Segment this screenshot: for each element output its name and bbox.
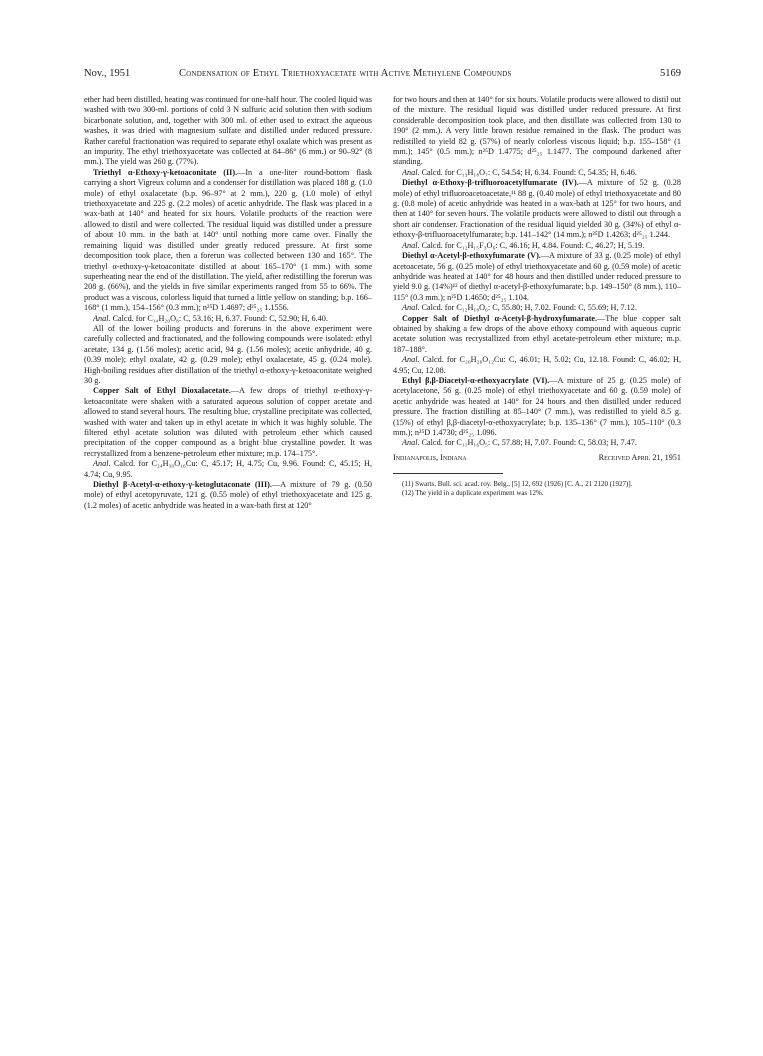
left-column bbox=[84, 95, 372, 511]
section-heading: Diethyl α-Acetyl-β-ethoxyfumarate (V). bbox=[402, 251, 541, 261]
analysis-line bbox=[84, 459, 372, 480]
anal-label: Anal. bbox=[402, 438, 420, 448]
paragraph-diacetyl-ethoxyacrylate bbox=[393, 376, 681, 438]
section-heading: Copper Salt of Diethyl α-Acetyl-β-hydroxyfumarate. bbox=[402, 313, 598, 323]
paragraph-body: —A mixture of 52 g. (0.28 mole) of ethyl trifluoroacetoacetate,¹¹ 88 g. (0.40 mole) of ethyl triethoxyacetate and 80 g. (0.8 mole) of acetic anhydride was heated in a wax-bath at 125° for two hours, and then at 140° for seven hours. The volatile products were allowed to distil out through a short air condenser. Fractionation of the residual liquid yielded 30 g. (34%) of ethyl α-ethoxy-β-trifluoroacetylfumarate; b.p. 141–142° (14 mm.); n²⁵D 1.4263; d²⁵₂₅ 1.244. bbox=[393, 178, 681, 240]
paragraph-body: —A mixture of 25 g. (0.25 mole) of acetylacetone, 56 g. (0.25 mole) of ethyl triethoxyacetate and 60 g. (0.59 mole) of acetic anhydride was heated at 140° for 24 hours and then distilled under reduced pressure. The fraction distilling at 85–140° (7 mm.), was redistilled to yield 8.5 g. (15%) of ethyl β,β-diacetyl-α-ethoxyacrylate; b.p. 135–136° (7 mm.), 105–110° (0.3 mm.); n²⁵D 1.4730; d²⁵₂₅ 1.096. bbox=[393, 375, 681, 437]
analysis-line bbox=[393, 241, 681, 251]
paragraph-body: —A mixture of 33 g. (0.25 mole) of ethyl acetoacetate, 56 g. (0.25 mole) of ethyl triethoxyacetate and 60 g. (0.59 mole) of acetic anhydride was heated at 140° for 48 hours and then distilled under reduced pressure to yield 9.0 g. (14%)¹² of diethyl α-acetyl-β-ethoxyfumarate; b.p. 149–150° (8 mm.), 110–115° (0.3 mm.); n²⁵D 1.4650; d²⁵₂₅ 1.104. bbox=[393, 251, 681, 302]
paragraph-body: —The blue copper salt obtained by shaking a few drops of the above ethoxy compound with aqueous cupric acetate solution was recrystallized from ethyl acetate-petroleum ether mixture; m.p. 187–188°. bbox=[393, 313, 681, 354]
anal-label: Anal. bbox=[402, 355, 420, 365]
paragraph-copper-salt bbox=[84, 386, 372, 459]
analysis-values: Calcd. for C₁₃H₁₈O₇: C, 54.54; H, 6.34. Found: C, 54.35; H, 6.46. bbox=[419, 167, 637, 177]
footnote-divider bbox=[393, 473, 503, 474]
analysis-values: Calcd. for C₁₄H₂₀O₈: C, 53.16; H, 6.37. Found: C, 52.90; H, 6.40. bbox=[110, 313, 328, 323]
anal-label: Anal. bbox=[93, 459, 111, 469]
analysis-line bbox=[84, 314, 372, 324]
analysis-values: Calcd. for C₂₀H₂₆O₁₂Cu: C, 46.01; H, 5.02; Cu, 12.18. Found: C, 46.02; H, 4.95; Cu, 12.08. bbox=[393, 355, 681, 375]
analysis-values: Calcd. for C₁₂H₁₈O₆: C, 55.80; H, 7.02. Found: C, 55.69; H, 7.12. bbox=[419, 303, 637, 313]
affiliation-location: Indianapolis, Indiana bbox=[393, 452, 467, 462]
analysis-line bbox=[393, 303, 681, 313]
anal-label: Anal. bbox=[402, 167, 420, 177]
paragraph-triethyl-ketoaconitate bbox=[84, 168, 372, 314]
analysis-line bbox=[393, 438, 681, 448]
anal-label: Anal. bbox=[402, 303, 420, 313]
section-heading: Diethyl α-Ethoxy-β-trifluoroacetylfumarate (IV). bbox=[402, 178, 579, 188]
analysis-values: Calcd. for C₁₁H₁₆O₅: C, 57.88; H, 7.07. Found: C, 58.03; H, 7.47. bbox=[419, 438, 637, 448]
paragraph: ether had been distilled, heating was continued for one-half hour. The cooled liquid was washed with two 300-ml. portions of cold 3 N sulfuric acid solution then with sodium bicarbonate solution, and, together with 300 ml. of ether used to extract the aqueous washes, it was dried with magnesium sulfate and distilled under reduced pressure. Rather careful fractionation was required to separate ethyl oxalate which was present as an impurity. The ethyl triethoxyacetate was collected at 84–86° (6 mm.) or 90–92° (8 mm.). The yield was 260 g. (77%). bbox=[84, 95, 372, 167]
analysis-line bbox=[393, 355, 681, 376]
analysis-line bbox=[393, 168, 681, 178]
page-number: 5169 bbox=[660, 68, 681, 79]
footnote-12: (12) The yield in a duplicate experiment was 12%. bbox=[402, 488, 544, 497]
section-heading: Copper Salt of Ethyl Dioxalacetate. bbox=[93, 386, 231, 396]
analysis-values: Calcd. for C₂₄H₃₀O₁₆Cu: C, 45.17; H, 4.75; Cu, 9.96. Found: C, 45.15; H, 4.74; Cu, 9.95. bbox=[84, 459, 372, 479]
received-date: Received April 21, 1951 bbox=[598, 452, 681, 462]
paragraph-ketoglutaconate bbox=[84, 480, 372, 511]
paragraph-body: —In a one-liter round-bottom flask carrying a short Vigreux column and a condenser for distillation was placed 188 g. (1.0 mole) of ethyl oxalacetate (b.p. 96–97° at 2 mm.), 220 g. (1.0 mole) of ethyl triethoxyacetate and 225 g. (2.2 moles) of acetic anhydride. The flask was placed in a wax-bath at 140° and heated for six hours. Volatile products of the reaction were allowed to distil and were collected. The residual liquid was distilled under a pressure of about 10 mm. in the bath at 140° until nothing more came over. Finally the remaining liquid was distilled under greatly reduced pressure. At first some decomposition took place, then a forerun was collected between 130 and 165°. The triethyl α-ethoxy-γ-ketoaconitate distilled at about 165–170° (1 mm.) with some superheating near the end of the distillation. The yield, after redistilling the forerun was 208 g. (66%), and the yields in five similar experiments ranged from 55 to 66%. The product was a viscous, colorless liquid that turned a little yellow on standing; b.p. 166–168° (1 mm.), 154–156° (0.3 mm.); n²⁵D 1.4697; d²⁵₂₅ 1.1556. bbox=[84, 167, 372, 313]
paragraph-copper-salt-hydroxyfumarate bbox=[393, 314, 681, 356]
running-header bbox=[84, 66, 681, 82]
anal-label: Anal. bbox=[402, 240, 420, 250]
paragraph: All of the lower boiling products and foreruns in the above experiment were carefully collected and fractionated, and the following compounds were isolated: ethyl acetate, 134 g. (1.56 moles); acetic acid, 94 g. (1.56 moles); acetic anhydride, 40 g. (0.39 mole); ethyl oxalate, 42 g. (0.29 mole); ethyl oxalacetate, 45 g. (0.24 mole). High-boiling residues after distillation of the triethyl α-ethoxy-γ-ketoaconitate weighed 30 g. bbox=[84, 323, 372, 385]
section-heading: Diethyl β-Acetyl-α-ethoxy-γ-ketoglutaconate (III). bbox=[93, 480, 272, 490]
footnote-11: (11) Swarts, Bull. sci. acad. roy. Belg., [5] 12, 692 (1926) [C. A., 21 2120 (1927)]. bbox=[402, 479, 633, 488]
header-date: Nov., 1951 bbox=[84, 68, 131, 79]
paragraph-body: —A mixture of 79 g. (0.50 mole) of ethyl acetopyruvate, 121 g. (0.55 mole) of ethyl triethoxyacetate and 125 g. (1.2 moles) of acetic anhydride was heated in a wax-bath first at 120° bbox=[84, 480, 372, 510]
anal-label: Anal. bbox=[93, 313, 111, 323]
section-heading: Triethyl α-Ethoxy-γ-ketoaconitate (II). bbox=[93, 167, 238, 177]
header-title: Condensation of Ethyl Triethoxyacetate with Active Methylene Compounds bbox=[179, 68, 512, 79]
analysis-values: Calcd. for C₁₂H₁₅F₃O₆: C, 46.16; H, 4.84. Found: C, 46.27; H, 5.19. bbox=[419, 240, 645, 250]
paragraph-acetyl-ethoxyfumarate bbox=[393, 251, 681, 303]
affiliation-line bbox=[393, 453, 681, 465]
section-heading: Ethyl β,β-Diacetyl-α-ethoxyacrylate (VI). bbox=[402, 375, 550, 385]
paragraph: for two hours and then at 140° for six hours. Volatile products were allowed to distil out of the mixture. The residual liquid was distilled under reduced pressure. At first considerable decomposition took place, and then distillate was collected from 130 to 190° (2 mm.). A very little brown residue remained in the flask. The product was redistilled to yield 82 g. (57%) of nearly colorless viscous liquid; b.p. 155–158° (1 mm.); 145° (0.5 mm.); n²⁵D 1.4775; d²⁵₂₅ 1.1477. The compound darkened after standing. bbox=[393, 95, 681, 167]
right-column bbox=[393, 95, 681, 498]
paragraph-body: —A few drops of triethyl α-ethoxy-γ-ketoaconitate were shaken with a saturated aqueous solution of copper acetate and allowed to stand several hours. The resulting blue, crystalline precipitate was collected, washed with water and taken up in ethyl acetate in which it was highly soluble. The filtered ethyl acetate solution was diluted with petroleum ether which caused precipitation of the copper compound as a bright blue crystalline powder. It was recrystallized from a benzene-petroleum ether mixture; m.p. 174–175°. bbox=[84, 386, 372, 458]
paragraph-trifluoroacetylfumarate bbox=[393, 178, 681, 240]
